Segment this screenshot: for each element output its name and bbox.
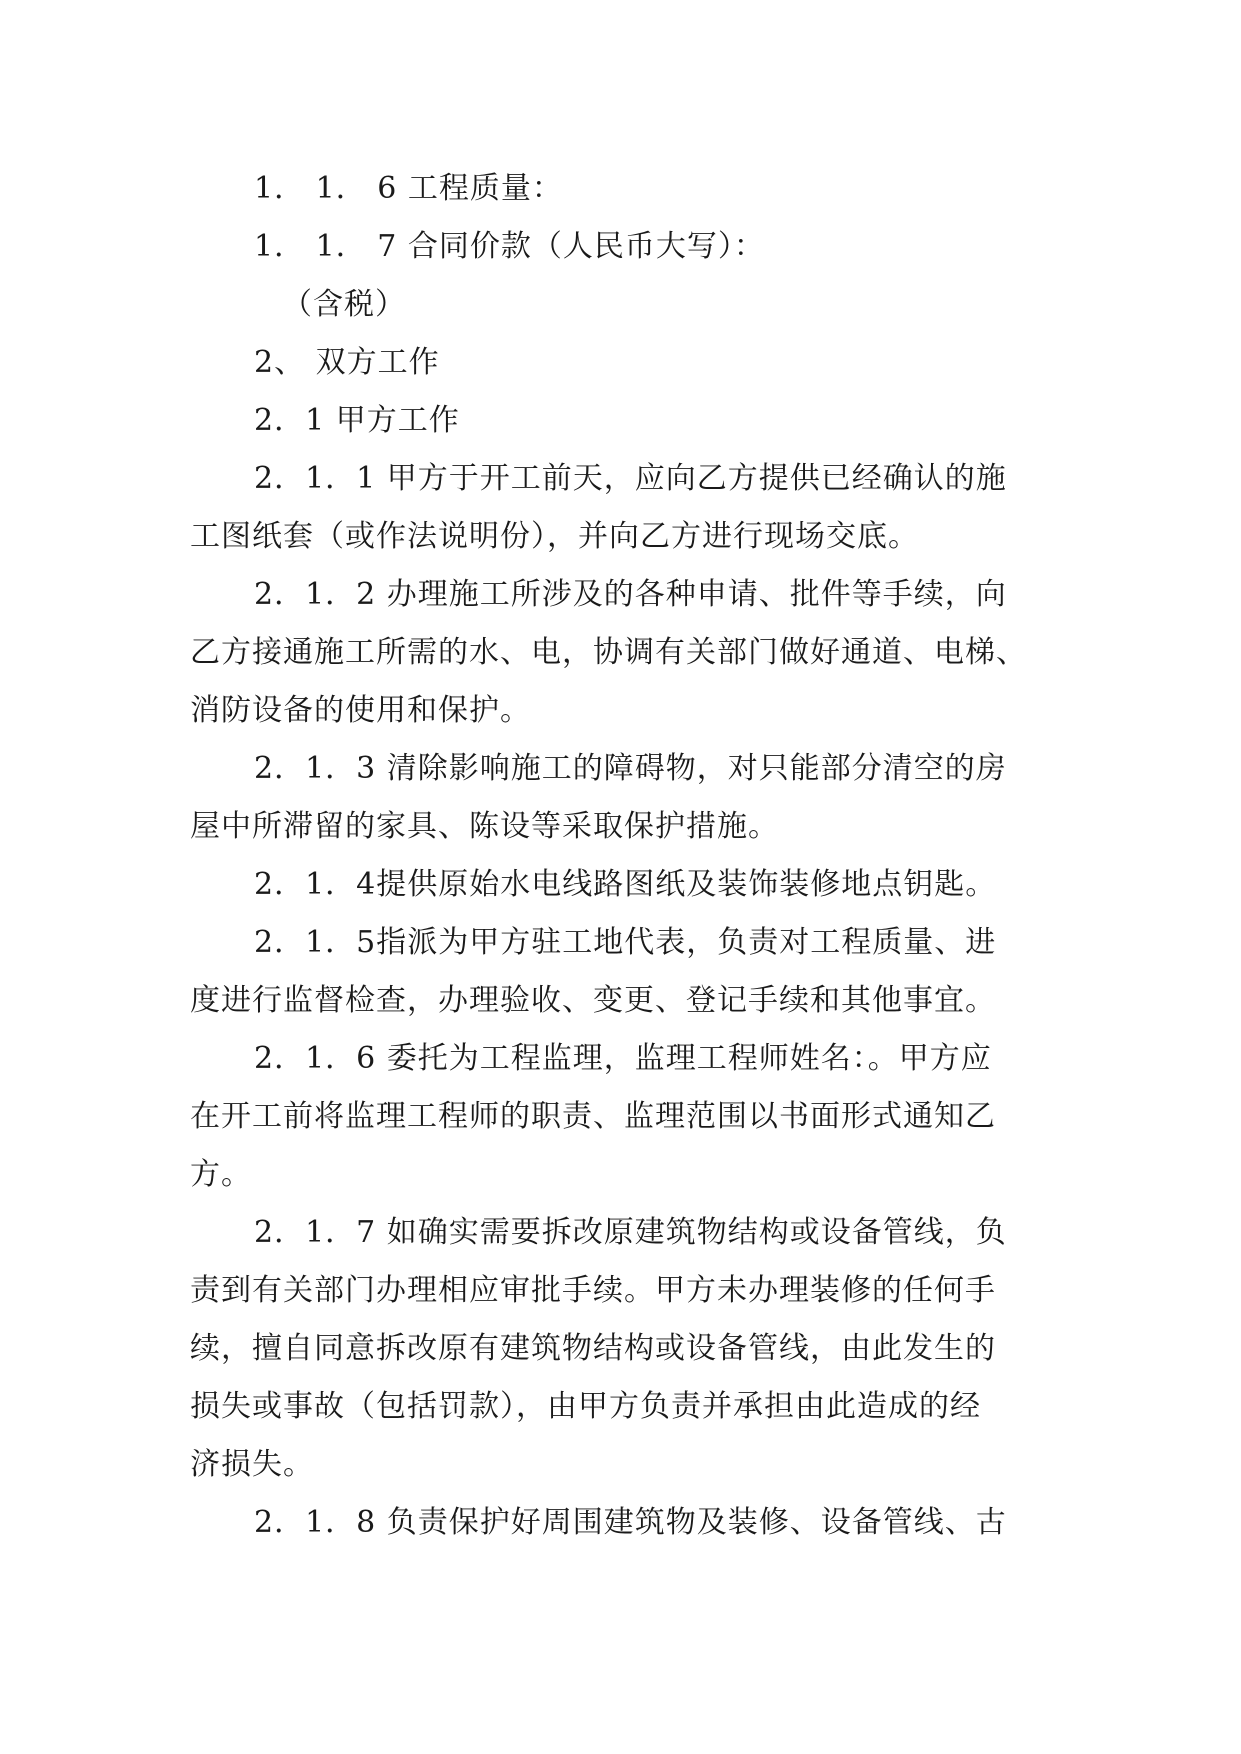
text-line: 方。 (190, 1157, 252, 1192)
text-line: 乙方接通施工所需的水、电，协调有关部门做好通道、电梯、 (190, 635, 1027, 670)
text-line: 续，擅自同意拆改原有建筑物结构或设备管线，由此发生的 (190, 1331, 996, 1366)
text-line: 2．1．4提供原始水电线路图纸及装饰装修地点钥匙。 (254, 867, 997, 902)
text-line: 工图纸套（或作法说明份），并向乙方进行现场交底。 (190, 519, 919, 554)
text-line: 在开工前将监理工程师的职责、监理范围以书面形式通知乙 (190, 1099, 996, 1134)
text-line: 2．1．7 如确实需要拆改原建筑物结构或设备管线，负 (254, 1215, 1007, 1250)
text-line: 2．1．1 甲方于开工前天，应向乙方提供已经确认的施 (254, 461, 1007, 496)
text-line: 屋中所滞留的家具、陈设等采取保护措施。 (190, 809, 779, 844)
text-line: 2．1 甲方工作 (254, 403, 460, 438)
text-line: 2、 双方工作 (254, 345, 440, 380)
text-line: 2．1．3 清除影响施工的障碍物，对只能部分清空的房 (254, 751, 1007, 786)
text-line: 2．1．6 委托为工程监理，监理工程师姓名：。甲方应 (254, 1041, 992, 1076)
text-line: 消防设备的使用和保护。 (190, 693, 531, 728)
text-line: 损失或事故（包括罚款），由甲方负责并承担由此造成的经 (190, 1389, 981, 1424)
text-line: 1． 1． 6 工程质量： (254, 171, 563, 206)
text-line: 2．1．5指派为甲方驻工地代表，负责对工程质量、进 (254, 925, 997, 960)
text-line: 济损失。 (190, 1447, 314, 1482)
text-line: （含税） (282, 287, 406, 322)
text-line: 1． 1． 7 合同价款（人民币大写）： (254, 229, 765, 264)
text-line: 2．1．8 负责保护好周围建筑物及装修、设备管线、古 (254, 1505, 1007, 1540)
text-line: 责到有关部门办理相应审批手续。甲方未办理装修的任何手 (190, 1273, 996, 1308)
text-line: 2．1．2 办理施工所涉及的各种申请、批件等手续，向 (254, 577, 1007, 612)
text-line: 度进行监督检查，办理验收、变更、登记手续和其他事宜。 (190, 983, 996, 1018)
document-body (190, 160, 1060, 1552)
